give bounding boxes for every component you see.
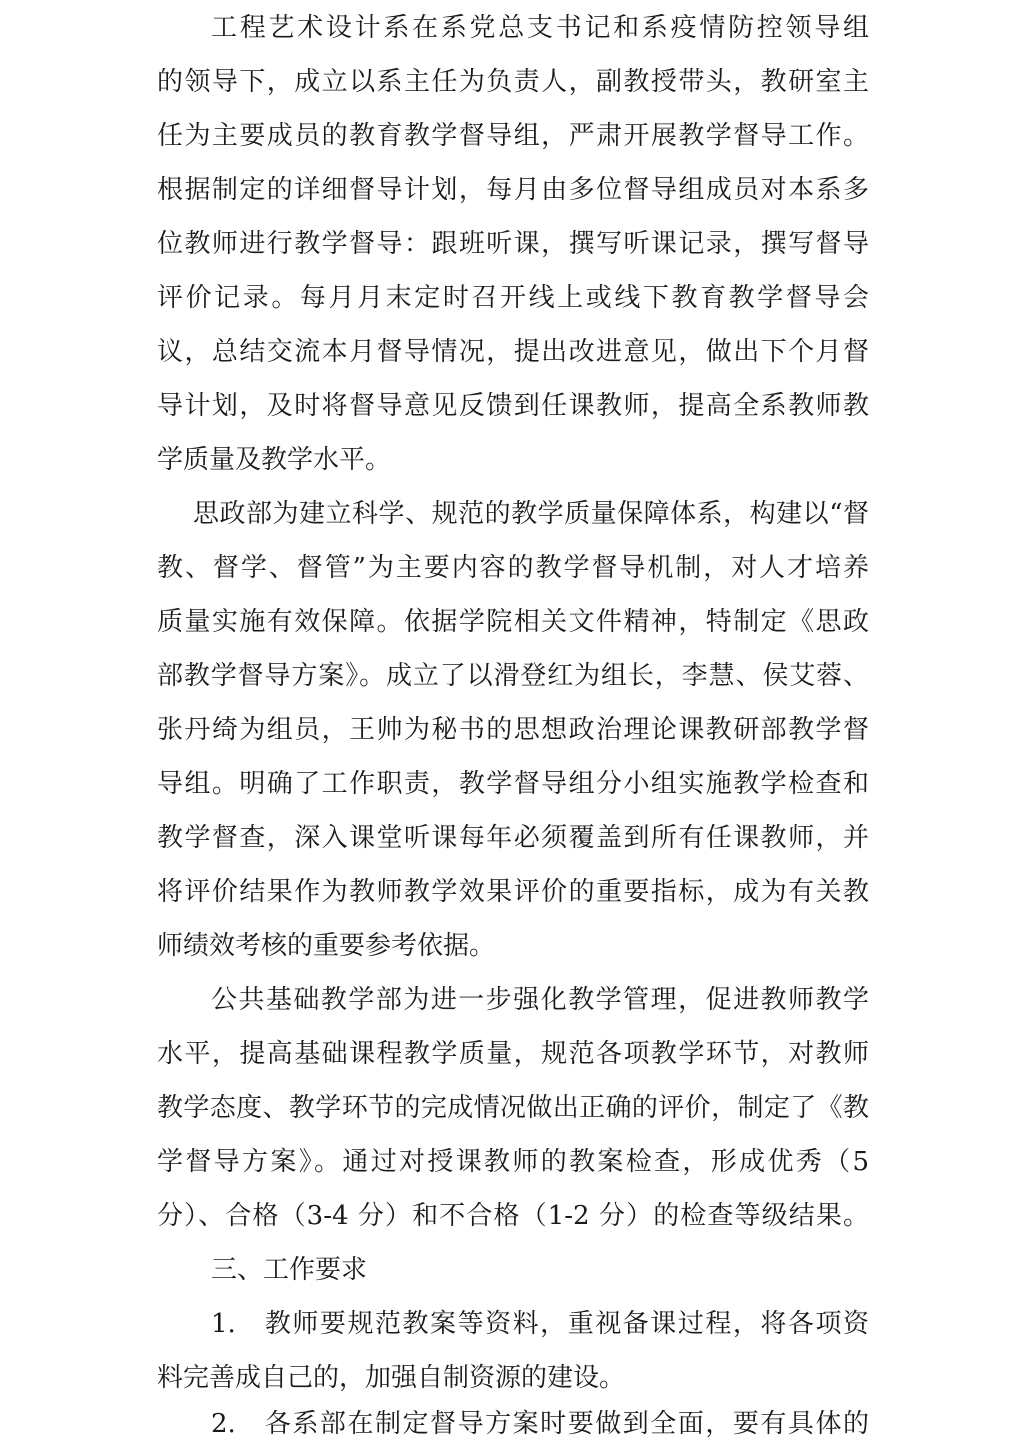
paragraph-3-line-1: 公共基础教学部为进一步强化教学管理，促进教师教学 <box>211 985 869 1015</box>
paragraph-1-line-4: 根据制定的详细督导计划，每月由多位督导组成员对本系多 <box>157 175 869 205</box>
paragraph-1-line-6: 评价记录。每月月末定时召开线上或线下教育教学督导会 <box>157 283 869 313</box>
paragraph-3-line-2: 水平，提高基础课程教学质量，规范各项教学环节，对教师 <box>157 1039 869 1069</box>
paragraph-1-line-5: 位教师进行教学督导：跟班听课，撰写听课记录，撰写督导 <box>157 229 869 259</box>
paragraph-2-line-8: 将评价结果作为教师教学效果评价的重要指标，成为有关教 <box>157 877 869 907</box>
paragraph-2-line-2: 教、督学、督管”为主要内容的教学督导机制，对人才培养 <box>157 553 869 583</box>
paragraph-2-line-7: 教学督查，深入课堂听课每年必须覆盖到所有任课教师，并 <box>157 823 869 853</box>
paragraph-1-line-3: 任为主要成员的教育教学督导组，严肃开展教学督导工作。 <box>157 121 869 151</box>
list-item-1-line-2: 料完善成自己的，加强自制资源的建设。 <box>157 1363 626 1393</box>
section-heading-work-requirements: 三、工作要求 <box>211 1255 368 1285</box>
paragraph-3-line-4: 学督导方案》。通过对授课教师的教案检查，形成优秀（5 <box>157 1147 869 1177</box>
paragraph-3-line-5: 分）、合格（3-4 分）和不合格（1-2 分）的检查等级结果。 <box>157 1201 869 1231</box>
paragraph-1-line-7: 议，总结交流本月督导情况，提出改进意见，做出下个月督 <box>157 337 869 367</box>
list-item-2-line-1: 2. 各系部在制定督导方案时要做到全面，要有具体的 <box>211 1409 869 1439</box>
paragraph-2-line-1: 思政部为建立科学、规范的教学质量保障体系，构建以“督 <box>193 499 869 529</box>
paragraph-2-line-6: 导组。明确了工作职责，教学督导组分小组实施教学检查和 <box>157 769 869 799</box>
paragraph-1-line-1: 工程艺术设计系在系党总支书记和系疫情防控领导组 <box>211 13 869 43</box>
paragraph-2-line-4: 部教学督导方案》。成立了以滑登红为组长，李慧、侯艾蓉、 <box>157 661 869 691</box>
paragraph-2-line-9: 师绩效考核的重要参考依据。 <box>157 931 496 961</box>
list-item-1-line-1: 1. 教师要规范教案等资料，重视备课过程，将各项资 <box>211 1309 869 1339</box>
paragraph-1-line-8: 导计划，及时将督导意见反馈到任课教师，提高全系教师教 <box>157 391 869 421</box>
paragraph-1-line-9: 学质量及教学水平。 <box>157 445 392 475</box>
paragraph-3-line-3: 教学态度、教学环节的完成情况做出正确的评价，制定了《教 <box>157 1093 869 1123</box>
paragraph-2-line-5: 张丹绮为组员，王帅为秘书的思想政治理论课教研部教学督 <box>157 715 869 745</box>
paragraph-2-line-3: 质量实施有效保障。依据学院相关文件精神，特制定《思政 <box>157 607 869 637</box>
paragraph-1-line-2: 的领导下，成立以系主任为负责人，副教授带头，教研室主 <box>157 67 869 97</box>
